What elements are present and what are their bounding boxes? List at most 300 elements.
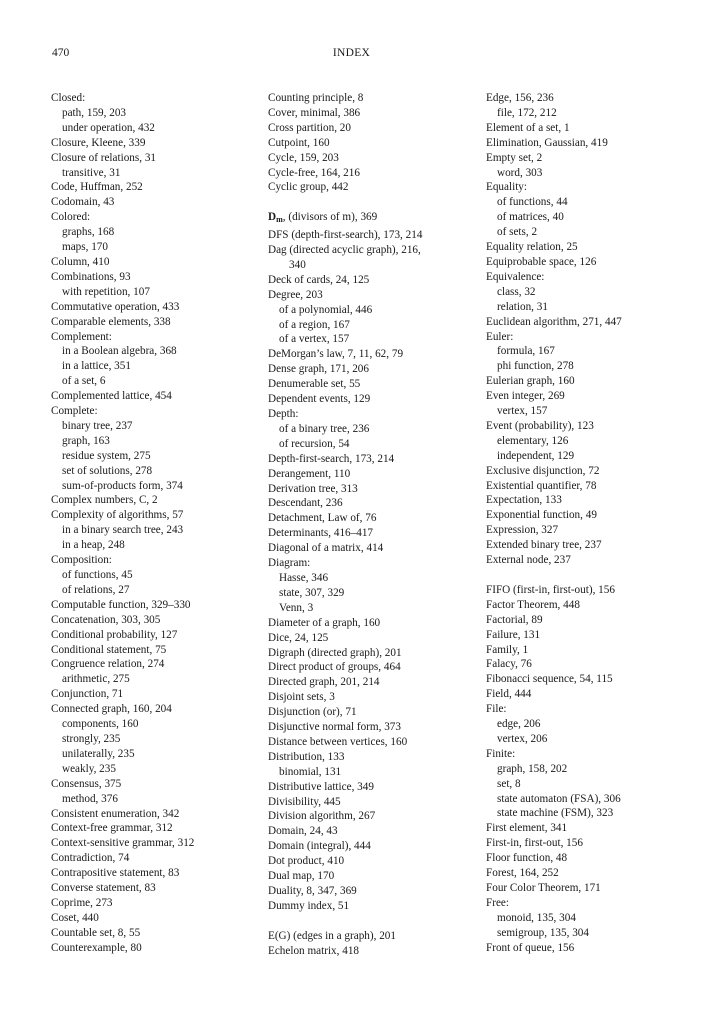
index-entry bbox=[268, 362, 480, 377]
entry-text: Diagram: bbox=[268, 557, 311, 570]
index-subentry bbox=[51, 538, 261, 553]
index-entry bbox=[268, 243, 480, 258]
index-subentry bbox=[486, 762, 686, 777]
entry-text: in a Boolean algebra, 368 bbox=[62, 345, 177, 358]
entry-text: Cutpoint, 160 bbox=[268, 136, 330, 149]
entry-text: Dependent events, 129 bbox=[268, 393, 371, 406]
entry-text: Cycle, 159, 203 bbox=[268, 151, 339, 164]
index-entry bbox=[486, 836, 686, 851]
index-entry bbox=[51, 687, 261, 702]
index-subentry bbox=[51, 762, 261, 777]
index-entry bbox=[486, 419, 686, 434]
entry-text: Coset, 440 bbox=[51, 911, 99, 924]
index-subentry bbox=[51, 344, 261, 359]
index-entry bbox=[486, 464, 686, 479]
entry-text: Congruence relation, 274 bbox=[51, 658, 165, 671]
entry-text: transitive, 31 bbox=[62, 166, 121, 179]
index-entry bbox=[486, 255, 686, 270]
entry-text: Equivalence: bbox=[486, 270, 545, 283]
index-entry bbox=[268, 631, 480, 646]
index-entry bbox=[268, 541, 480, 556]
index-subentry bbox=[51, 747, 261, 762]
entry-text: components, 160 bbox=[62, 718, 139, 731]
entry-text: Descendant, 236 bbox=[268, 497, 343, 510]
entry-text: DFS (depth-first-search), 173, 214 bbox=[268, 229, 423, 242]
entry-text: Derangement, 110 bbox=[268, 467, 351, 480]
entry-text: maps, 170 bbox=[62, 241, 108, 254]
index-subentry bbox=[486, 911, 686, 926]
index-subentry bbox=[486, 404, 686, 419]
index-entry bbox=[486, 598, 686, 613]
index-subentry bbox=[51, 583, 261, 598]
index-entry bbox=[268, 899, 480, 914]
index-entry bbox=[268, 809, 480, 824]
entry-text: Even integer, 269 bbox=[486, 390, 565, 403]
running-title: INDEX bbox=[332, 47, 371, 59]
entry-head-subscript: m bbox=[276, 215, 283, 225]
entry-text: Dual map, 170 bbox=[268, 870, 335, 883]
entry-text: of functions, 44 bbox=[497, 196, 568, 209]
entry-text: Factor Theorem, 448 bbox=[486, 598, 580, 611]
index-entry bbox=[486, 628, 686, 643]
index-entry bbox=[486, 702, 686, 717]
index-entry bbox=[268, 869, 480, 884]
entry-text: unilaterally, 235 bbox=[62, 747, 135, 760]
index-subentry bbox=[51, 240, 261, 255]
entry-text: 340 bbox=[289, 258, 306, 271]
entry-text: of recursion, 54 bbox=[279, 437, 350, 450]
index-entry bbox=[51, 941, 261, 956]
section-gap bbox=[268, 195, 480, 210]
entry-text: Hasse, 346 bbox=[279, 571, 329, 584]
index-entry bbox=[51, 195, 261, 210]
index-entry bbox=[51, 598, 261, 613]
entry-text: of relations, 27 bbox=[62, 583, 130, 596]
index-entry bbox=[268, 735, 480, 750]
index-entry bbox=[486, 180, 686, 195]
entry-text: residue system, 275 bbox=[62, 449, 151, 462]
index-column-2 bbox=[268, 91, 480, 959]
entry-text: Expectation, 133 bbox=[486, 494, 562, 507]
entry-text: Depth-first-search, 173, 214 bbox=[268, 452, 395, 465]
entry-text: Euler: bbox=[486, 330, 514, 343]
index-subentry bbox=[268, 422, 480, 437]
entry-text: Conditional probability, 127 bbox=[51, 628, 178, 641]
entry-text: Concatenation, 303, 305 bbox=[51, 613, 161, 626]
index-subentry bbox=[486, 210, 686, 225]
entry-text: E(G) (edges in a graph), 201 bbox=[268, 929, 396, 942]
entry-text: of matrices, 40 bbox=[497, 211, 564, 224]
index-subentry bbox=[51, 568, 261, 583]
index-entry bbox=[51, 777, 261, 792]
index-entry bbox=[268, 496, 480, 511]
entry-text: Equality relation, 25 bbox=[486, 241, 578, 254]
entry-head-symbol: D bbox=[268, 211, 277, 224]
entry-text: Element of a set, 1 bbox=[486, 121, 570, 134]
entry-text: Complement: bbox=[51, 330, 112, 343]
index-entry bbox=[486, 91, 686, 106]
entry-text: of sets, 2 bbox=[497, 226, 538, 239]
index-entry bbox=[268, 884, 480, 899]
entry-text: set, 8 bbox=[497, 777, 521, 790]
index-entry bbox=[268, 795, 480, 810]
entry-text: Fibonacci sequence, 54, 115 bbox=[486, 673, 613, 686]
index-entry bbox=[268, 452, 480, 467]
index-column-3 bbox=[486, 91, 686, 956]
entry-text: vertex, 206 bbox=[497, 732, 548, 745]
page-number: 470 bbox=[52, 47, 70, 59]
index-entry bbox=[268, 750, 480, 765]
entry-text: phi function, 278 bbox=[497, 360, 574, 373]
entry-text: of a polynomial, 446 bbox=[279, 303, 373, 316]
index-entry bbox=[268, 660, 480, 675]
entry-text: Exclusive disjunction, 72 bbox=[486, 464, 600, 477]
entry-text: Combinations, 93 bbox=[51, 270, 131, 283]
entry-text: Diagonal of a matrix, 414 bbox=[268, 542, 384, 555]
entry-text: Duality, 8, 347, 369 bbox=[268, 885, 357, 898]
index-entry bbox=[268, 824, 480, 839]
index-entry bbox=[486, 270, 686, 285]
entry-text: Converse statement, 83 bbox=[51, 882, 156, 895]
index-entry bbox=[486, 508, 686, 523]
entry-text: Context-sensitive grammar, 312 bbox=[51, 837, 195, 850]
entry-text: Exponential function, 49 bbox=[486, 509, 597, 522]
entry-text: Factorial, 89 bbox=[486, 613, 543, 626]
index-entry bbox=[268, 526, 480, 541]
index-entry bbox=[268, 929, 480, 944]
index-entry bbox=[268, 273, 480, 288]
index-subentry bbox=[51, 732, 261, 747]
index-entry bbox=[268, 407, 480, 422]
index-subentry bbox=[486, 106, 686, 121]
entry-text: Four Color Theorem, 171 bbox=[486, 882, 601, 895]
entry-text: semigroup, 135, 304 bbox=[497, 926, 589, 939]
index-entry bbox=[486, 851, 686, 866]
entry-text: Cross partition, 20 bbox=[268, 121, 351, 134]
entry-text: Cycle-free, 164, 216 bbox=[268, 166, 360, 179]
entry-text: binomial, 131 bbox=[279, 765, 342, 778]
entry-text: strongly, 235 bbox=[62, 732, 121, 745]
index-entry bbox=[268, 780, 480, 795]
entry-text: Colored: bbox=[51, 211, 91, 224]
entry-text: graph, 158, 202 bbox=[497, 762, 568, 775]
entry-text: Elimination, Gaussian, 419 bbox=[486, 136, 608, 149]
index-subentry bbox=[486, 449, 686, 464]
entry-text: Contradiction, 74 bbox=[51, 852, 130, 865]
index-entry bbox=[268, 854, 480, 869]
index-entry bbox=[486, 151, 686, 166]
entry-text: Column, 410 bbox=[51, 255, 110, 268]
entry-text: of a vertex, 157 bbox=[279, 333, 350, 346]
entry-text: Complete: bbox=[51, 405, 98, 418]
index-subentry bbox=[486, 300, 686, 315]
entry-text: vertex, 157 bbox=[497, 405, 548, 418]
index-entry bbox=[268, 166, 480, 181]
entry-text: Computable function, 329–330 bbox=[51, 598, 191, 611]
index-entry bbox=[268, 228, 480, 243]
index-subentry bbox=[268, 601, 480, 616]
index-entry bbox=[51, 493, 261, 508]
section-gap bbox=[268, 914, 480, 929]
entry-text: Dummy index, 51 bbox=[268, 899, 350, 912]
index-subentry bbox=[268, 765, 480, 780]
index-column-1 bbox=[51, 91, 261, 956]
index-subentry bbox=[51, 374, 261, 389]
entry-text: First-in, first-out, 156 bbox=[486, 837, 583, 850]
index-subentry bbox=[486, 926, 686, 941]
index-entry bbox=[268, 705, 480, 720]
index-entry bbox=[486, 240, 686, 255]
index-entry bbox=[268, 839, 480, 854]
index-entry bbox=[268, 347, 480, 362]
index-entry bbox=[51, 807, 261, 822]
index-entry bbox=[51, 180, 261, 195]
entry-text: file, 172, 212 bbox=[497, 106, 557, 119]
index-entry bbox=[268, 482, 480, 497]
entry-text: of a set, 6 bbox=[62, 375, 106, 388]
index-entry bbox=[268, 151, 480, 166]
entry-text: Eulerian graph, 160 bbox=[486, 375, 575, 388]
index-subentry bbox=[51, 434, 261, 449]
entry-text: External node, 237 bbox=[486, 554, 571, 567]
entry-text: Diameter of a graph, 160 bbox=[268, 616, 381, 629]
entry-text: arithmetic, 275 bbox=[62, 673, 130, 686]
index-entry bbox=[486, 896, 686, 911]
index-entry bbox=[51, 836, 261, 851]
entry-text: in a heap, 248 bbox=[62, 539, 125, 552]
index-entry bbox=[268, 121, 480, 136]
entry-text: Conditional statement, 75 bbox=[51, 643, 167, 656]
entry-text: Cyclic group, 442 bbox=[268, 181, 349, 194]
entry-text: Event (probability), 123 bbox=[486, 419, 594, 432]
entry-text: DeMorgan’s law, 7, 11, 62, 79 bbox=[268, 348, 404, 361]
index-subentry bbox=[486, 166, 686, 181]
index-subentry bbox=[51, 717, 261, 732]
entry-text: Context-free grammar, 312 bbox=[51, 822, 173, 835]
entry-text: graph, 163 bbox=[62, 434, 110, 447]
index-entry bbox=[51, 210, 261, 225]
entry-text: Floor function, 48 bbox=[486, 852, 568, 865]
index-subentry bbox=[51, 523, 261, 538]
entry-text: Direct product of groups, 464 bbox=[268, 661, 401, 674]
entry-text: Dense graph, 171, 206 bbox=[268, 363, 369, 376]
index-entry bbox=[268, 944, 480, 959]
entry-text: File: bbox=[486, 703, 507, 716]
entry-text: Conjunction, 71 bbox=[51, 688, 124, 701]
index-subentry bbox=[486, 434, 686, 449]
entry-text: Code, Huffman, 252 bbox=[51, 181, 143, 194]
entry-text: Digraph (directed graph), 201 bbox=[268, 646, 402, 659]
entry-text: Directed graph, 201, 214 bbox=[268, 676, 380, 689]
entry-text: Disjunction (or), 71 bbox=[268, 706, 357, 719]
index-entry bbox=[486, 643, 686, 658]
index-subentry bbox=[486, 717, 686, 732]
entry-text: Field, 444 bbox=[486, 688, 532, 701]
index-entry bbox=[51, 821, 261, 836]
index-entry bbox=[268, 91, 480, 106]
entry-text: Venn, 3 bbox=[279, 601, 314, 614]
entry-text: with repetition, 107 bbox=[62, 285, 150, 298]
index-subentry bbox=[486, 732, 686, 747]
index-entry bbox=[51, 643, 261, 658]
entry-text: under operation, 432 bbox=[62, 121, 155, 134]
entry-text: Distributive lattice, 349 bbox=[268, 780, 374, 793]
index-subentry bbox=[51, 419, 261, 434]
entry-text: weakly, 235 bbox=[62, 762, 116, 775]
index-entry bbox=[486, 136, 686, 151]
index-entry bbox=[268, 180, 480, 195]
entry-text: method, 376 bbox=[62, 792, 118, 805]
entry-text: Empty set, 2 bbox=[486, 151, 543, 164]
entry-text: Forest, 164, 252 bbox=[486, 867, 559, 880]
entry-text: state, 307, 329 bbox=[279, 586, 345, 599]
entry-text: Connected graph, 160, 204 bbox=[51, 703, 172, 716]
index-entry bbox=[486, 657, 686, 672]
entry-text: Complemented lattice, 454 bbox=[51, 390, 172, 403]
index-entry bbox=[486, 523, 686, 538]
entry-text: Codomain, 43 bbox=[51, 196, 115, 209]
index-subentry bbox=[51, 792, 261, 807]
entry-text: Disjoint sets, 3 bbox=[268, 691, 335, 704]
index-entry bbox=[51, 657, 261, 672]
entry-text: word, 303 bbox=[497, 166, 543, 179]
entry-text: Euclidean algorithm, 271, 447 bbox=[486, 315, 622, 328]
index-entry bbox=[486, 538, 686, 553]
index-entry bbox=[268, 720, 480, 735]
index-entry bbox=[486, 583, 686, 598]
entry-text: monoid, 135, 304 bbox=[497, 911, 576, 924]
entry-text: binary tree, 237 bbox=[62, 419, 133, 432]
index-entry bbox=[268, 690, 480, 705]
entry-text: of a region, 167 bbox=[279, 318, 350, 331]
entry-text: Failure, 131 bbox=[486, 628, 541, 641]
entry-text: state automaton (FSA), 306 bbox=[497, 792, 621, 805]
index-entry bbox=[268, 646, 480, 661]
index-entry bbox=[268, 511, 480, 526]
index-entry bbox=[268, 210, 480, 228]
index-subentry bbox=[268, 332, 480, 347]
entry-text: in a lattice, 351 bbox=[62, 360, 131, 373]
entry-text: Countable set, 8, 55 bbox=[51, 926, 141, 939]
page-header bbox=[52, 47, 651, 63]
index-entry bbox=[486, 493, 686, 508]
index-entry bbox=[51, 136, 261, 151]
entry-text: graphs, 168 bbox=[62, 226, 115, 239]
entry-text: Division algorithm, 267 bbox=[268, 810, 376, 823]
entry-text: sum-of-products form, 374 bbox=[62, 479, 183, 492]
entry-text: Dot product, 410 bbox=[268, 855, 345, 868]
index-subentry bbox=[51, 106, 261, 121]
index-subentry bbox=[268, 571, 480, 586]
index-subentry bbox=[486, 225, 686, 240]
index-entry bbox=[51, 881, 261, 896]
entry-text: Deck of cards, 24, 125 bbox=[268, 273, 370, 286]
entry-text: Contrapositive statement, 83 bbox=[51, 867, 180, 880]
index-entry bbox=[51, 628, 261, 643]
entry-text: Edge, 156, 236 bbox=[486, 92, 554, 104]
entry-text: path, 159, 203 bbox=[62, 106, 127, 119]
entry-text: set of solutions, 278 bbox=[62, 464, 153, 477]
entry-text: Front of queue, 156 bbox=[486, 941, 575, 954]
index-subentry bbox=[51, 449, 261, 464]
index-subentry bbox=[51, 121, 261, 136]
entry-text: Distribution, 133 bbox=[268, 750, 345, 763]
index-subentry bbox=[486, 285, 686, 300]
entry-text: elementary, 126 bbox=[497, 434, 569, 447]
index-entry bbox=[486, 389, 686, 404]
entry-text: Consensus, 375 bbox=[51, 777, 122, 790]
entry-text: of a binary tree, 236 bbox=[279, 422, 370, 435]
index-entry bbox=[268, 288, 480, 303]
index-entry bbox=[268, 675, 480, 690]
index-entry bbox=[51, 508, 261, 523]
index-entry bbox=[51, 270, 261, 285]
entry-text: of functions, 45 bbox=[62, 569, 133, 581]
index-entry bbox=[486, 821, 686, 836]
index-entry bbox=[51, 404, 261, 419]
entry-text: formula, 167 bbox=[497, 345, 555, 358]
index-entry bbox=[268, 377, 480, 392]
index-subentry bbox=[486, 777, 686, 792]
entry-text: Closed: bbox=[51, 92, 86, 104]
index-subentry bbox=[51, 479, 261, 494]
entry-text: Echelon matrix, 418 bbox=[268, 944, 360, 957]
entry-text: Dag (directed acyclic graph), 216, bbox=[268, 244, 421, 257]
index-subentry bbox=[51, 672, 261, 687]
entry-text: Depth: bbox=[268, 408, 299, 421]
entry-text: class, 32 bbox=[497, 285, 536, 298]
index-entry bbox=[268, 556, 480, 571]
index-subentry bbox=[51, 464, 261, 479]
index-entry bbox=[51, 896, 261, 911]
index-entry bbox=[486, 330, 686, 345]
index-entry bbox=[51, 553, 261, 568]
entry-text: Free: bbox=[486, 896, 509, 909]
index-entry bbox=[486, 479, 686, 494]
entry-text: state machine (FSM), 323 bbox=[497, 807, 614, 820]
index-subentry bbox=[268, 437, 480, 452]
entry-text: Denumerable set, 55 bbox=[268, 378, 361, 391]
entry-text: Counterexample, 80 bbox=[51, 941, 142, 954]
index-entry bbox=[51, 315, 261, 330]
index-entry bbox=[486, 941, 686, 956]
index-entry bbox=[51, 866, 261, 881]
index-subentry bbox=[51, 285, 261, 300]
section-gap bbox=[486, 568, 686, 583]
index-entry bbox=[51, 91, 261, 106]
entry-text: Determinants, 416–417 bbox=[268, 527, 374, 540]
entry-text: Expression, 327 bbox=[486, 524, 559, 537]
entry-text: First element, 341 bbox=[486, 822, 568, 835]
index-subentry bbox=[268, 318, 480, 333]
index-entry bbox=[268, 136, 480, 151]
index-entry bbox=[268, 106, 480, 121]
index-entry bbox=[51, 926, 261, 941]
index-entry bbox=[268, 392, 480, 407]
index-entry bbox=[51, 300, 261, 315]
index-subentry bbox=[486, 792, 686, 807]
index-entry bbox=[51, 151, 261, 166]
index-entry bbox=[51, 613, 261, 628]
entry-text: Closure of relations, 31 bbox=[51, 151, 157, 164]
index-entry bbox=[486, 747, 686, 762]
index-entry bbox=[268, 467, 480, 482]
entry-text: independent, 129 bbox=[497, 449, 575, 462]
entry-text: Domain (integral), 444 bbox=[268, 840, 371, 853]
index-entry bbox=[486, 121, 686, 136]
index-entry bbox=[268, 616, 480, 631]
index-entry bbox=[486, 374, 686, 389]
